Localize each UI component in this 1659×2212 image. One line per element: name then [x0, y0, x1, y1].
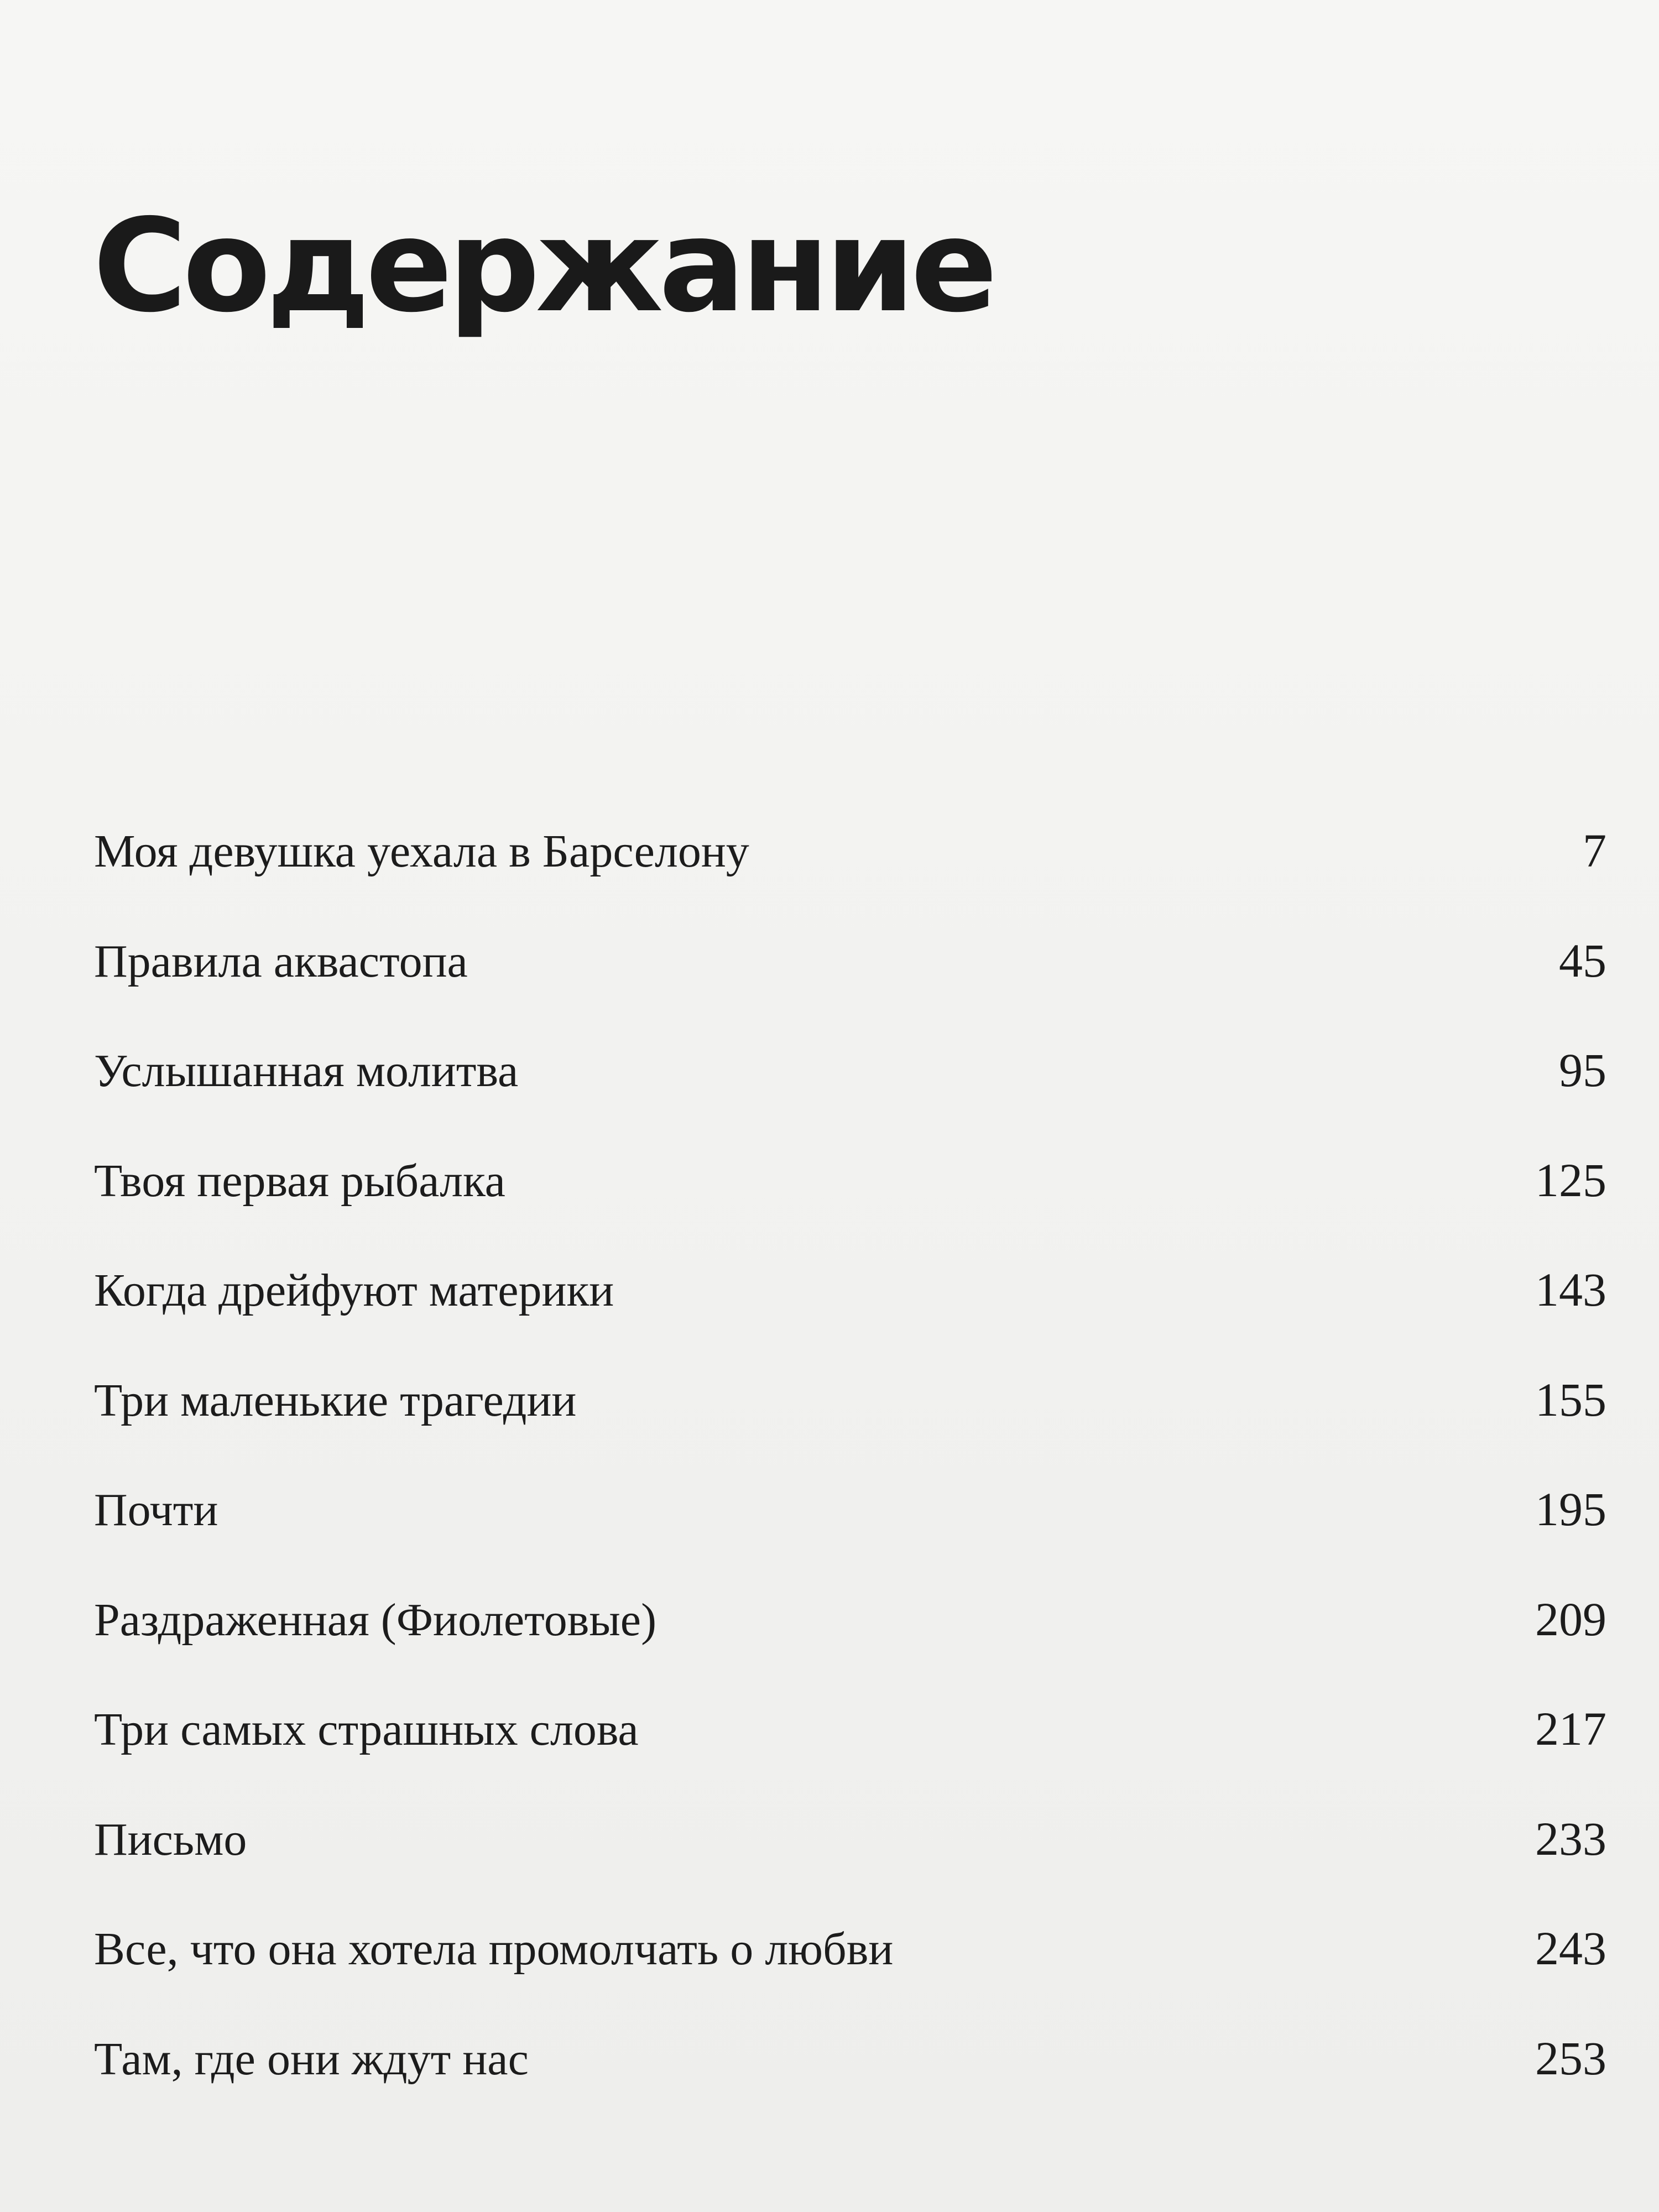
toc-entry-title: Почти [94, 1484, 218, 1536]
toc-entry-10 [94, 1812, 1606, 1925]
toc-entry-page-number: 217 [1535, 1702, 1606, 1755]
toc-entry-title: Три самых страшных слова [94, 1704, 639, 1755]
toc-entry-11 [94, 1924, 1606, 2034]
toc-entry-2 [94, 933, 1606, 1047]
toc-entry-6 [94, 1373, 1606, 1486]
toc-entry-5 [94, 1263, 1606, 1376]
toc-entry-1 [94, 824, 1606, 937]
toc-entry-title: Правила аквастопа [94, 935, 468, 987]
toc-entry-8 [94, 1592, 1606, 1705]
toc-entry-page-number: 209 [1535, 1592, 1606, 1646]
toc-entry-4 [94, 1153, 1606, 1266]
toc-entry-page-number: 233 [1535, 1812, 1606, 1865]
toc-entry-page-number: 253 [1535, 2031, 1606, 2085]
toc-entry-title: Письмо [94, 1813, 247, 1865]
toc-entry-page-number: 155 [1535, 1373, 1606, 1426]
toc-entry-title: Три маленькие трагедии [94, 1374, 577, 1426]
toc-entry-title: Раздраженная (Фиолетовые) [94, 1594, 657, 1646]
toc-entry-title: Услышанная молитва [94, 1045, 519, 1097]
toc-entry-7 [94, 1485, 1606, 1595]
toc-entry-page-number: 7 [1583, 824, 1606, 877]
toc-entry-9 [94, 1702, 1606, 1815]
toc-entry-title: Моя девушка уехала в Барселону [94, 826, 749, 877]
toc-entry-title: Когда дрейфуют материки [94, 1265, 614, 1316]
toc-entry-title: Там, где они ждут нас [94, 2033, 529, 2085]
page-title: Содержание [93, 191, 994, 341]
toc-entry-12 [94, 2031, 1606, 2145]
toc-entry-page-number: 95 [1559, 1044, 1606, 1097]
toc-entry-page-number: 125 [1535, 1153, 1606, 1207]
toc-entry-title: Все, что она хотела промолчать о любви [94, 1923, 894, 1975]
table-of-contents [94, 824, 1606, 2144]
toc-entry-page-number: 143 [1535, 1263, 1606, 1316]
toc-entry-page-number: 195 [1535, 1483, 1606, 1536]
toc-entry-page-number: 45 [1559, 933, 1606, 987]
toc-entry-3 [94, 1046, 1606, 1156]
toc-entry-page-number: 243 [1535, 1922, 1606, 1975]
toc-entry-title: Твоя первая рыбалка [94, 1155, 505, 1207]
